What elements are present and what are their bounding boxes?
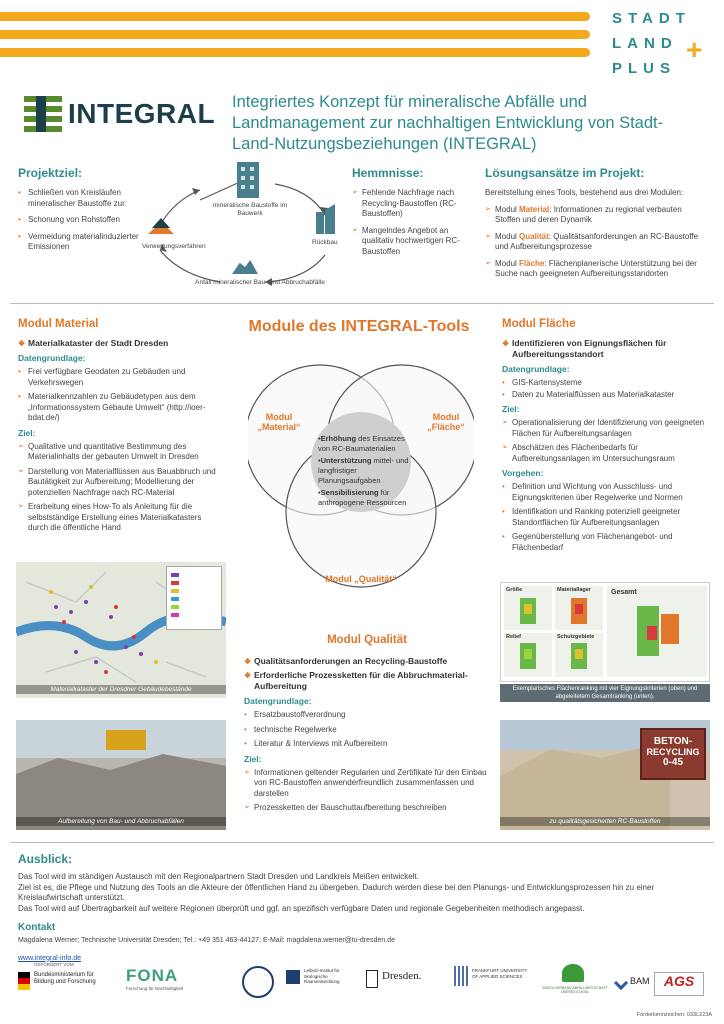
kontakt-line: Magdalena Werner; Technische Universität Dresden; Tel.: +49 351 463-44127; E-Mail: magdalena.werner@tu-dresden.de [18,937,395,944]
map-groesse: Größe [504,586,552,630]
qualitaet-daten-heading: Datengrundlage: [244,696,312,706]
kontakt-heading: Kontakt [18,922,56,933]
aufbereitung-photo [16,720,226,830]
integral-logo [24,96,214,132]
flaechenranking-maps [500,582,710,682]
frankfurt-uas-logo: FRANKFURT UNIVERSITY OF APPLIED SCIENCES [454,966,534,1006]
header-stripe-2 [0,30,590,39]
hemmnisse-heading: Hemmnisse: [352,166,424,180]
material-daten-item: • Materialkennzahlen zu Gebäudetypen aus dem „Informationssystem Gebaute Umwelt“ (http://ioer-bdat.de/) [18,392,218,424]
qualitaet-ziel-heading: Ziel: [244,753,262,764]
building-icon [237,162,259,198]
ausblick-section [18,852,708,914]
map-materiallager: Materiallager [555,586,603,630]
modul-flaeche-heading: Modul Fläche [502,318,576,330]
ags-logo: AGS [654,972,704,996]
footer-logos [14,962,714,1012]
modul-material-section [18,318,218,538]
flaeche-vorgehen-item: • Identifikation und Ranking potenziell geeigneter Standortflächen für Aufbereitungsanlagen [502,507,710,528]
flaeche-map-caption: Exemplarisches Flächenranking mit vier Eignungskriterien (oben) und abgeleitetem Gesamtranking (unten). [500,684,710,702]
tu-dresden-logo [242,966,274,998]
plus-icon: + [686,34,703,65]
brand-line-1: STADT [612,10,691,27]
loesung-item-material: ➢ Modul Material: Informationen zu regional verbauten Stoffen und deren Dynamik [485,205,707,226]
demolished-building-icon [316,204,336,234]
brand-line-3: PLUS [612,60,677,77]
map-schutzgebiete: Schutzgebiete [555,633,603,677]
qualitaet-ziel-item: ➢ Prozessketten der Bauschuttaufbereitung beschreiben [244,803,490,814]
dresden-logo: Dresden. [366,968,446,1000]
aufbereitung-caption: Aufbereitung von Bau- und Abbruchabfällen [16,817,226,826]
cycle-label-bottom: Anfall mineralischer Bau- und Abbruchabfälle [195,279,325,286]
leibniz-ioer-logo: Leibniz-Institut für ökologische Raumentwicklung [286,968,356,1002]
flaeche-ziel-item: ➢ Operationalisierung der Identifizierung von geeigneten Flächen für Aufbereitungsanlagen [502,418,710,439]
projektziel-item: • Vermeidung materialinduzierter Emissionen [18,232,148,253]
material-ziel-item: ➢ Erarbeitung eines How-To als Anleitung für die selbstständige Erstellung eines Materialkatasters durch die öffentliche Hand [18,502,218,534]
flaeche-vorgehen-item: • Definition und Wichtung von Ausschluss- und Eignungskriterien über Regelwerke und Normen [502,482,710,503]
header-stripe-1 [0,12,590,21]
section-divider [10,842,714,843]
ausblick-line: Das Tool wird auf Übertragbarkeit auf weitere Regionen überprüft und ggf. an spezifisch verfügbare Daten und regionale Gegebenheiten methodisch angepasst. [18,903,585,913]
kontakt-section [18,922,708,965]
crusher-icon [148,212,174,234]
cycle-label-right: Rückbau [312,239,338,246]
map-caption: Materialkataster der Dresdner Gebäudebestände [16,685,226,694]
flaeche-vorgehen-item: • Gegenüberstellung von Flächenangebot- und Flächenbedarf [502,532,710,553]
rc-baustoffe-photo [500,720,710,830]
venn-item: •Unterstützung mittel- und langfristiger Planungsaufgaben [318,456,409,485]
fona-logo: FONA Forschung für Nachhaltigkeit [126,966,184,991]
poster-title: Integriertes Konzept für mineralische Abfälle und Landmanagement zur nachhaltigen Entwicklung von Stadt-Land-Nutzungsbeziehungen (INTEGRAL) [232,93,664,153]
qualitaet-main-item: ❖ Qualitätsanforderungen an Recycling-Baustoffe [244,656,490,667]
map-legend [166,566,222,630]
venn-label-material: Modul „Material“ [257,412,301,432]
qualitaet-main-item: ❖ Erforderliche Prozessketten für die Abbruchmaterial-Aufbereitung [244,670,490,692]
flaeche-ziel-item: ➢ Abschätzen des Flächenbedarfs für Aufbereitungsanlagen im Untersuchungsraum [502,443,710,464]
materialkataster-map [16,562,226,698]
map-gesamt: Gesamt [607,586,707,677]
loesung-item-qualitaet: ➢ Modul Qualität: Qualitätsanforderungen an RC-Baustoffe und Aufbereitungsprozesse [485,232,707,253]
qualitaet-daten-item: • technische Regelwerke [244,725,490,736]
projektziel-item: • Schließen von Kreisläufen mineralischer Baustoffe zur: [18,188,148,209]
qualitaet-ziel-item: ➢ Informationen geltender Regularien und Zertifikate für den Einbau von RC-Baustoffen anwenderfreundlich zusammenfassen und darstellen [244,768,490,800]
hemmnisse-item: ➢ Fehlende Nachfrage nach Recycling-Baustoffen (RC-Baustoffen) [352,188,470,220]
integral-logo-text: INTEGRAL [68,98,216,129]
material-ziel-item: ➢ Qualitative und quantitative Bestimmung des Materialinhalts der gebauten Umwelt in Dresden [18,442,218,463]
modul-qualitaet-heading: Modul Qualität [327,634,407,646]
venn-item: •Erhöhung des Einsatzes von RC-Baumaterialien [318,434,405,453]
section-divider [10,303,714,304]
material-ziel-item: ➢ Darstellung von Materialflüssen aus Bauabbruch und Bautätigkeit zur Aufbereitung; Modellierung der potenziellen Nachfrage nach RC-Material [18,467,218,499]
integral-logo-icon [24,96,62,132]
cycle-diagram [140,160,350,295]
flaeche-daten-item: • GIS-Kartensysteme [502,378,710,389]
venn-center-text [318,434,414,508]
cycle-label-left: Verwertungsverfahren [142,243,206,250]
loesung-intro: Bereitstellung eines Tools, bestehend aus drei Modulen: [485,188,684,197]
ausblick-line: Das Tool wird im ständigen Austausch mit den Regionalpartnern Stadt Dresden und Landkreis Meißen entwickelt. [18,872,419,881]
ausblick-heading: Ausblick: [18,852,73,866]
flaeche-ziel-heading: Ziel: [502,404,520,414]
foerderkennzeichen: Förderkennzeichen: 033L223A [636,1012,712,1018]
projektziel-section [18,166,148,257]
beton-recycling-sign: BETON- RECYCLING 0-45 [640,728,706,780]
brand-line-2: LAND [612,35,678,52]
hemmnisse-section [352,166,470,261]
modul-qualitaet-section [244,634,490,818]
ausblick-line: Ziel ist es, die Pflege und Nutzung des Tools an die Akteure der öffentlichen Hand zu übergeben. Dadurch werden diese bei den Planungs- und Entwicklungsprozessen hin zu einer Kreislaufwirtschaft unterstützt. [18,882,655,902]
qualitaet-daten-item: • Ersatzbaustoffverordnung [244,710,490,721]
venn-label-flaeche: Modul „Fläche“ [427,412,465,432]
venn-diagram [248,362,474,602]
loesung-section [485,166,707,284]
qualitaet-daten-item: • Literatur & Interviews mit Aufbereitern [244,739,490,750]
modul-material-heading: Modul Material [18,318,99,330]
material-daten-item: • Frei verfügbare Geodaten zu Gebäuden und Verkehrswegen [18,367,218,388]
bam-logo: BAM [616,976,656,994]
flaeche-vorgehen-heading: Vorgehen: [502,468,544,478]
loesung-heading: Lösungsansätze im Projekt: [485,166,645,180]
flaeche-daten-heading: Datengrundlage: [502,364,570,374]
venn-label-qualitaet: Modul „Qualität“ [325,574,397,584]
eagle-icon [18,972,30,990]
material-ziel-heading: Ziel: [18,427,36,438]
projektziel-heading: Projektziel: [18,166,83,180]
website-link[interactable]: www.integral-info.de [18,954,82,962]
bmbf-logo: GEFÖRDERT VOM Bundesministerium für Bildung und Forschung [14,962,114,1008]
map-relief: Relief [504,633,552,677]
hemmnisse-item: ➢ Mangelndes Angebot an qualitativ hochwertigen RC-Baustoffen [352,226,470,258]
modul-flaeche-section [502,318,710,557]
material-main-item: ❖ Materialkataster der Stadt Dresden [18,338,218,349]
module-heading: Module des INTEGRAL-Tools [248,318,470,335]
cycle-label-top: mineralische Baustoffe im Bauwerk [212,202,288,217]
loesung-item-flaeche: ➢ Modul Fläche: Flächenplanerische Unterstützung bei der Suche nach geeigneten Aufbereitungsstandorten [485,259,707,280]
projektziel-item: • Schonung von Rohstoffen [18,215,148,226]
header-stripe-3 [0,48,590,57]
rc-baustoffe-caption: zu qualitätsgesicherten RC-Baustoffen [500,817,710,826]
material-daten-heading: Datengrundlage: [18,353,86,363]
flaeche-main-item: ❖ Identifizieren von Eignungsflächen für Aufbereitungsstandort [502,338,710,360]
zweckverband-logo: ZWECKVERBAND ABFALLWIRTSCHAFT OBERES ELBTAL [538,964,612,1006]
flaeche-daten-item: • Daten zu Materialflüssen aus Materialkataster [502,390,710,401]
venn-item: •Sensibilisierung für anthropogene Ressourcen [318,488,407,507]
